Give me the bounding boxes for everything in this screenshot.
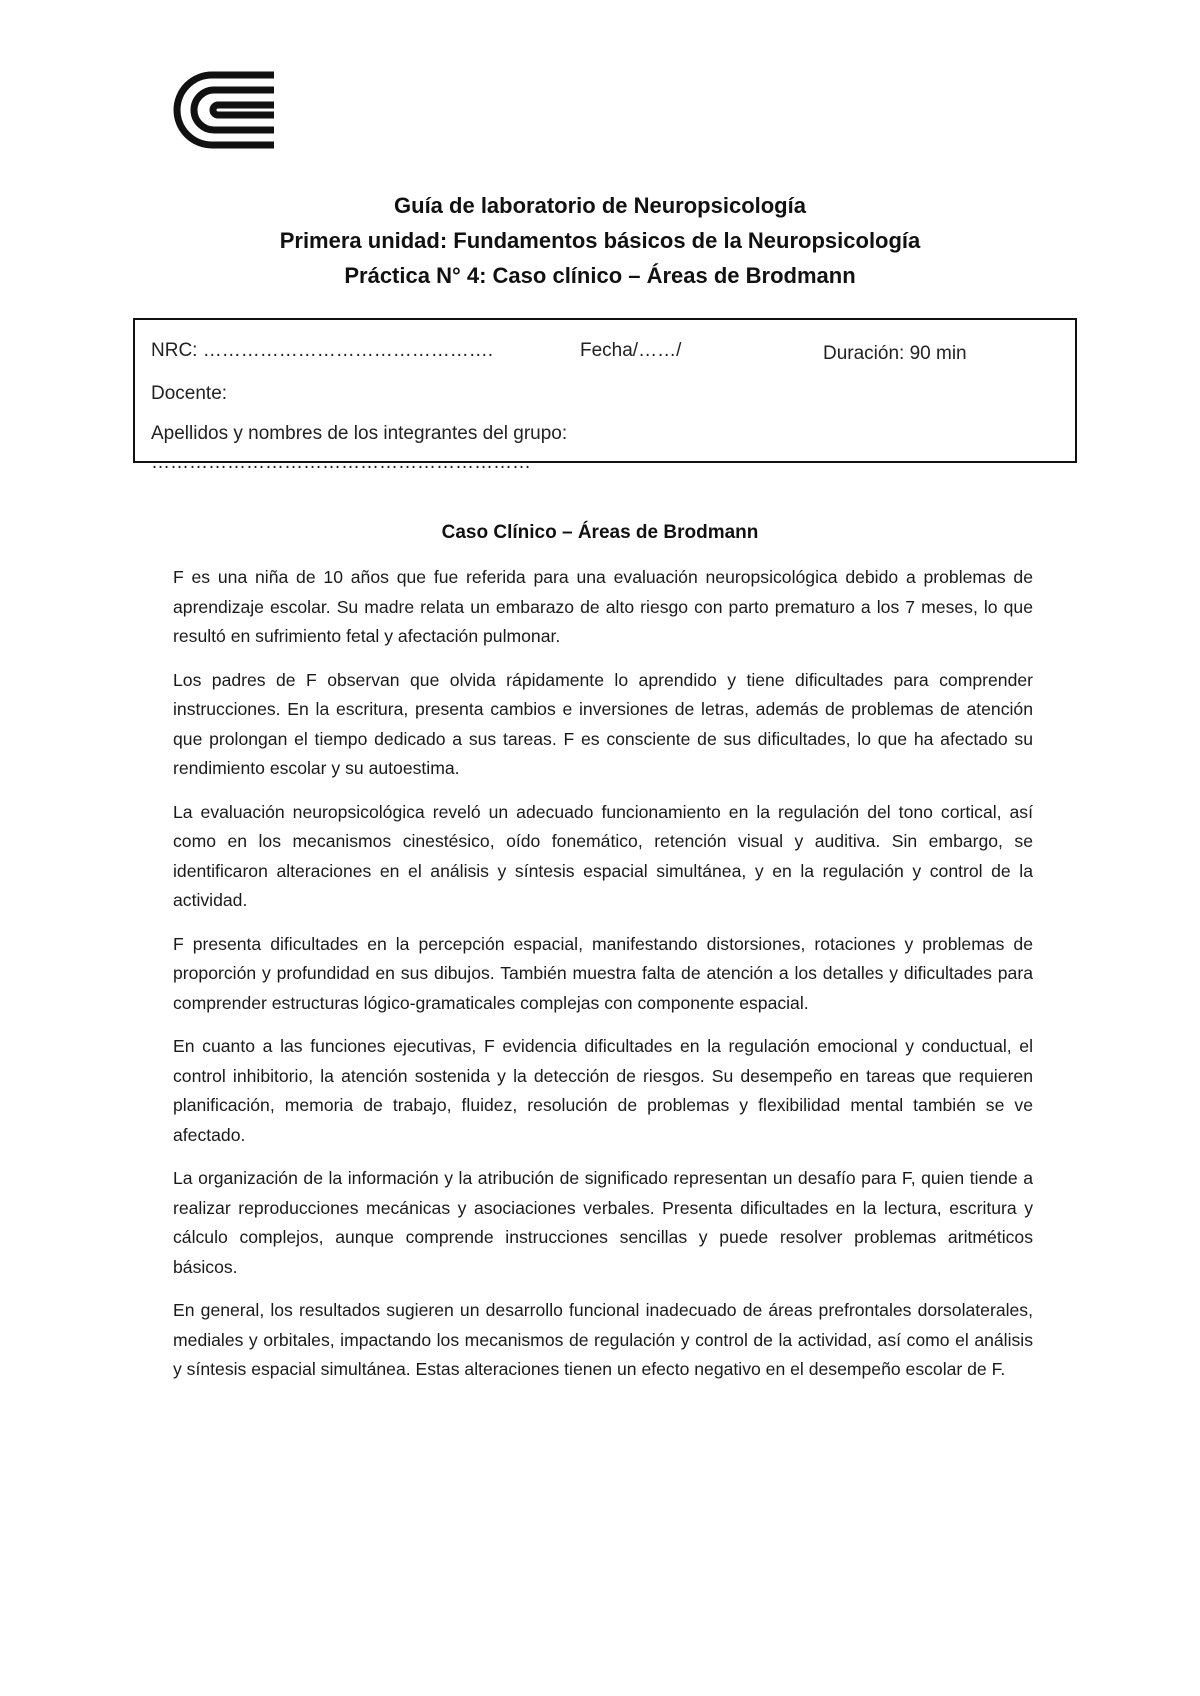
group-members-label: Apellidos y nombres de los integrantes del grupo: [151, 423, 568, 444]
teacher-field[interactable]: Docente: [151, 383, 228, 404]
case-paragraph: F es una niña de 10 años que fue referida para una evaluación neuropsicológica debido a problemas de aprendizaje escolar. Su madre relata un embarazo de alto riesgo con parto prematuro a los 7 meses, lo que resultó en sufrimiento fetal y afectación pulmonar. [173, 567, 1033, 646]
group-members-field[interactable]: …………………………………………………… [151, 452, 531, 473]
case-paragraph: F presenta dificultades en la percepción espacial, manifestando distorsiones, rotaciones y problemas de proporción y profundidad en sus dibujos. También muestra falta de atención a los detalles y dificultades para comprender estructuras lógico-gramaticales complejas con componente espacial. [173, 933, 1033, 1013]
institution-logo-icon [170, 70, 280, 150]
case-title: Caso Clínico – Áreas de Brodmann [441, 522, 759, 543]
case-paragraph: En general, los resultados sugieren un desarrollo funcional inadecuado de áreas prefrontales dorsolaterales, mediales y orbitales, impactando los mecanismos de regulación y control de la actividad, así como el análisis y síntesis espacial simultánea. Estas alteraciones tienen un efecto negativo en el desempeño escolar de F. [173, 1300, 1033, 1379]
case-paragraph: En cuanto a las funciones ejecutivas, F evidencia dificultades en la regulación emocional y conductual, el control inhibitorio, la atención sostenida y la detección de riesgos. Su desempeño en tareas que requieren planificación, memoria de trabajo, fluidez, resolución de problemas y flexibilidad mental también se ve afectado. [173, 1036, 1033, 1145]
student-info-box [133, 318, 1077, 473]
duration-label: Duración: 90 min [823, 343, 967, 364]
case-paragraph: La organización de la información y la atribución de significado representan un desafío para F, quien tiende a realizar reproducciones mecánicas y asociaciones verbales. Presenta dificultades en la lectura, escritura y cálculo complejos, aunque comprende instrucciones sencillas y puede resolver problemas aritméticos básicos. [173, 1168, 1033, 1277]
unit-title: Primera unidad: Fundamentos básicos de la Neuropsicología [279, 228, 921, 253]
guide-title: Guía de laboratorio de Neuropsicología [394, 193, 806, 218]
nrc-field[interactable]: NRC: ………………………………………. [151, 340, 493, 361]
document-header [0, 188, 1200, 293]
practice-title: Práctica N° 4: Caso clínico – Áreas de Brodmann [344, 263, 856, 288]
date-field[interactable]: Fecha/……/ [580, 340, 682, 361]
case-body [173, 563, 1033, 1399]
case-paragraph: Los padres de F observan que olvida rápidamente lo aprendido y tiene dificultades para comprender instrucciones. En la escritura, presenta cambios e inversiones de letras, además de problemas de atención que prolongan el tiempo dedicado a sus tareas. F es consciente de sus dificultades, lo que ha afectado su rendimiento escolar y su autoestima. [173, 669, 1033, 778]
case-paragraph: La evaluación neuropsicológica reveló un adecuado funcionamiento en la regulación del tono cortical, así como en los mecanismos cinestésico, oído fonemático, retención visual y auditiva. Sin embargo, se identificaron alteraciones en el análisis y síntesis espacial simultánea, y en la regulación y control de la actividad. [173, 801, 1033, 910]
